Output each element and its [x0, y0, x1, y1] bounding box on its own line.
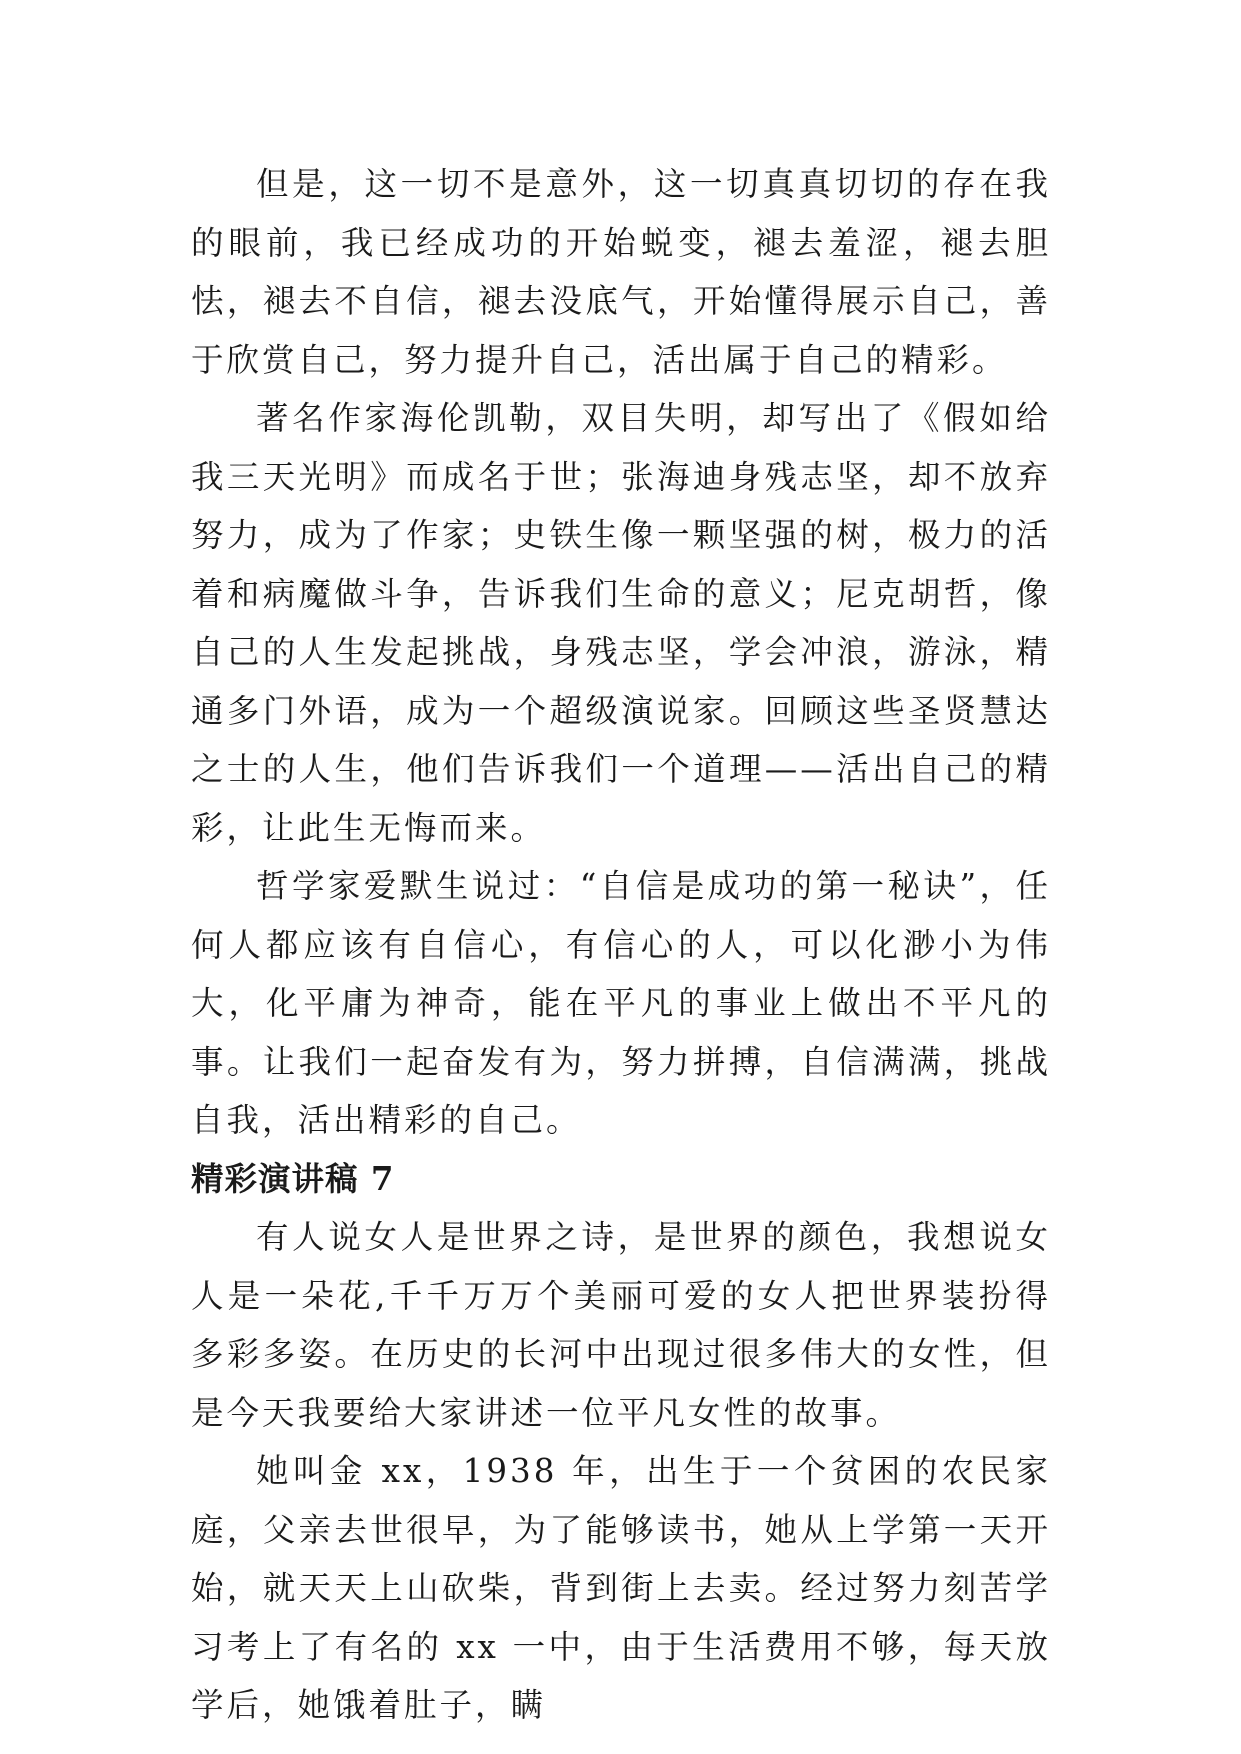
paragraph-story-start: 她叫金 xx，1938 年，出生于一个贫困的农民家庭，父亲去世很早，为了能够读书，她从上学第一天开始，就天天上山砍柴，背到街上去卖。经过努力刻苦学习考上了有名的 xx 一中，由于生活费用不够，每天放学后，她饿着肚子，瞒	[191, 1452, 1051, 1724]
document-body	[191, 155, 1051, 1735]
paragraph-transformation: 但是，这一切不是意外，这一切真真切切的存在我的眼前，我已经成功的开始蜕变，褪去羞涩，褪去胆怯，褪去不自信，褪去没底气，开始懂得展示自己，善于欣赏自己，努力提升自己，活出属于自己的精彩。	[191, 165, 1051, 379]
paragraph-women-intro: 有人说女人是世界之诗，是世界的颜色，我想说女人是一朵花,千千万万个美丽可爱的女人把世界装扮得多彩多姿。在历史的长河中出现过很多伟大的女性，但是今天我要给大家讲述一位平凡女性的故事。	[191, 1218, 1051, 1432]
paragraph-emerson-quote: 哲学家爱默生说过：“自信是成功的第一秘诀”，任何人都应该有自信心，有信心的人，可以化渺小为伟大，化平庸为神奇，能在平凡的事业上做出不平凡的事。让我们一起奋发有为，努力拼搏，自信满满，挑战自我，活出精彩的自己。	[191, 867, 1051, 1139]
section-heading: 精彩演讲稿 7	[191, 1158, 395, 1198]
paragraph-role-models: 著名作家海伦凯勒，双目失明，却写出了《假如给我三天光明》而成名于世；张海迪身残志坚，却不放弃努力，成为了作家；史铁生像一颗坚强的树，极力的活着和病魔做斗争，告诉我们生命的意义；尼克胡哲，像自己的人生发起挑战，身残志坚，学会冲浪，游泳，精通多门外语，成为一个超级演说家。回顾这些圣贤慧达之士的人生，他们告诉我们一个道理——活出自己的精彩，让此生无悔而来。	[191, 399, 1051, 847]
